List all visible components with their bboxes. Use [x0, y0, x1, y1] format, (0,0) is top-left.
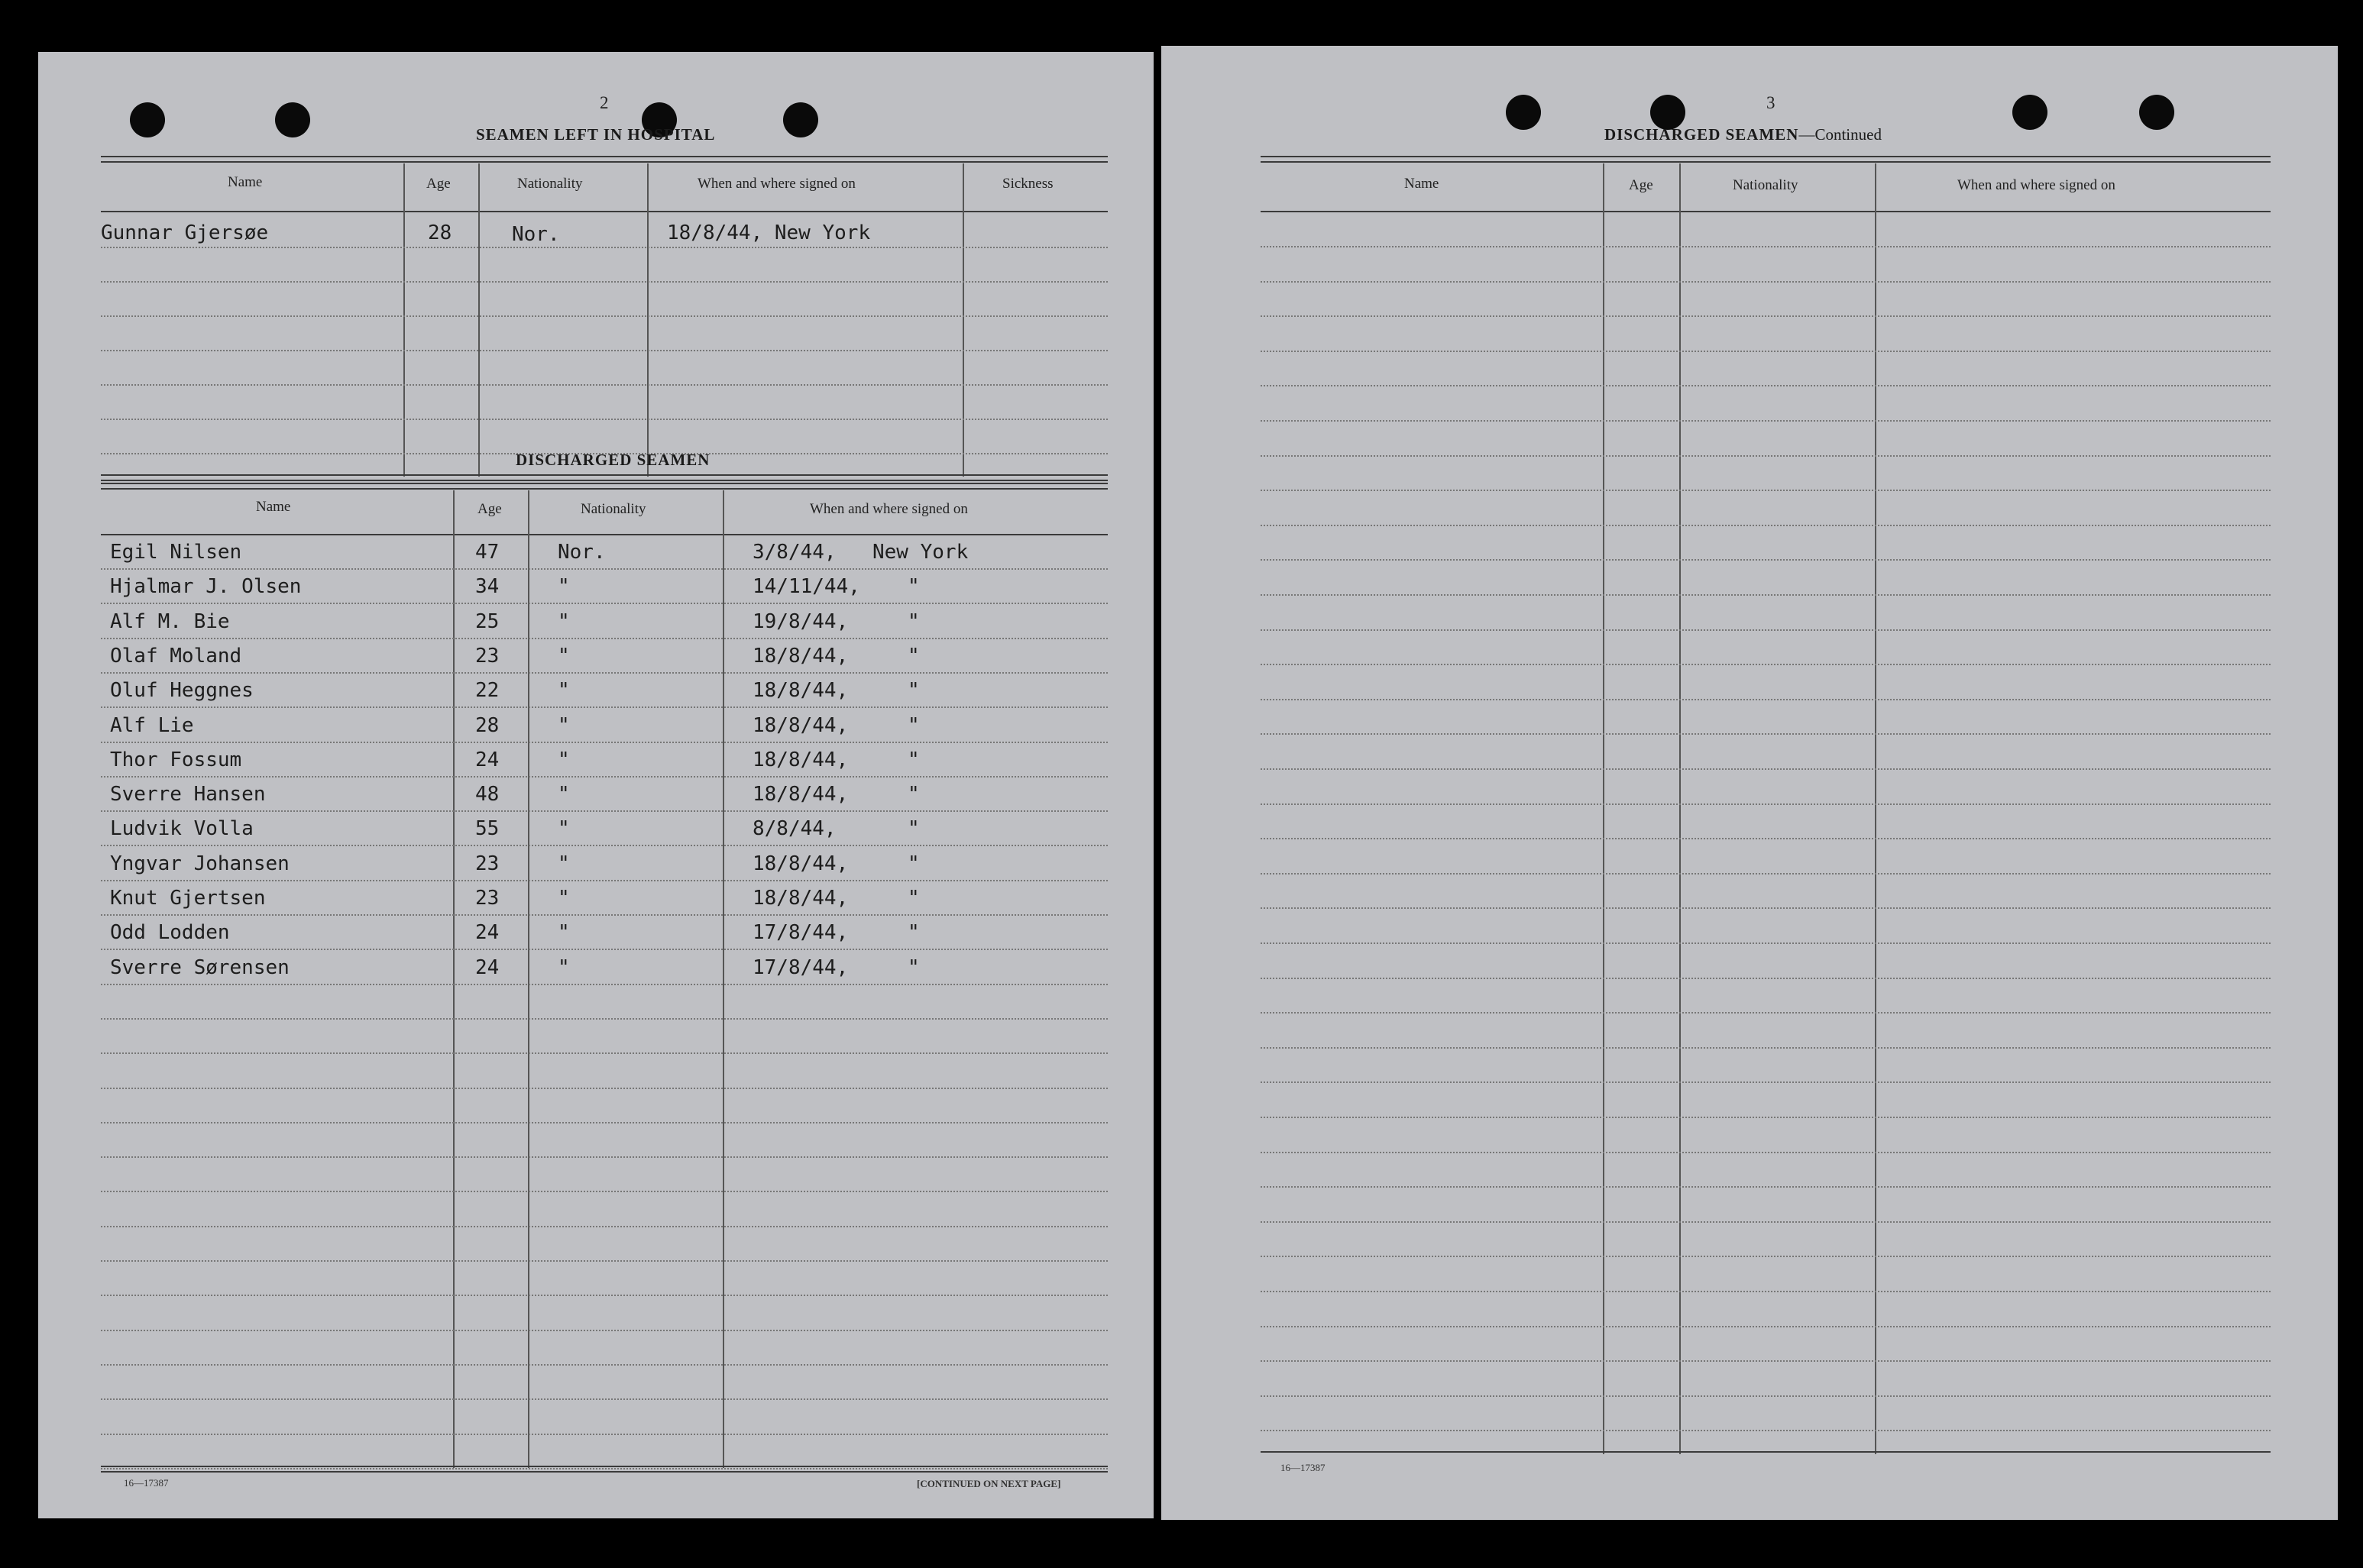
right-top-rule — [1261, 156, 2271, 157]
right-page — [1161, 46, 2338, 1520]
discharged-row-line — [101, 845, 1108, 846]
hospital-row-name: Gunnar Gjersøe — [101, 221, 269, 244]
discharged-col-name-header: Name — [256, 499, 291, 515]
left-page — [38, 52, 1154, 1518]
right-col-name-header: Name — [1404, 176, 1439, 192]
right-top-rule — [1261, 161, 2271, 163]
discharged-row-name: Hjalmar J. Olsen — [110, 575, 302, 599]
right-row-line — [1261, 246, 2271, 247]
discharged-row-signed-on: 18/8/44, — [753, 713, 849, 737]
title-suffix: —Continued — [1798, 125, 1882, 144]
right-row-line — [1261, 1117, 2271, 1118]
discharged-row-name: Sverre Sørensen — [110, 955, 290, 979]
discharged-row-line — [101, 1468, 1108, 1469]
hospital-row-line — [101, 350, 1108, 351]
discharged-row-line — [101, 1330, 1108, 1331]
discharged-row-line — [101, 1260, 1108, 1262]
right-row-line — [1261, 351, 2271, 352]
right-row-line — [1261, 803, 2271, 805]
discharged-row-place: " — [908, 817, 920, 841]
right-bottom-rule — [1261, 1451, 2271, 1453]
right-row-line — [1261, 873, 2271, 875]
discharged-row-line — [101, 1052, 1108, 1054]
punch-hole — [2012, 95, 2047, 130]
right-row-line — [1261, 420, 2271, 422]
hospital-row-line — [101, 281, 1108, 283]
hospital-row-age: 28 — [428, 221, 452, 244]
discharged-row-nationality: " — [558, 713, 570, 737]
right-row-line — [1261, 838, 2271, 839]
discharged-row-age: 23 — [475, 852, 500, 875]
hospital-top-rule — [101, 156, 1108, 157]
discharged-row-age: 34 — [475, 575, 500, 599]
discharged-row-line — [101, 914, 1108, 916]
punch-hole — [130, 102, 165, 137]
discharged-row-age: 23 — [475, 644, 500, 668]
discharged-row-name: Alf M. Bie — [110, 609, 230, 633]
hospital-col-sickness-header: Sickness — [1002, 176, 1054, 192]
right-row-line — [1261, 768, 2271, 770]
discharged-row-line — [101, 1226, 1108, 1227]
discharged-col-nationality-header: Nationality — [581, 501, 646, 517]
discharged-row-line — [101, 603, 1108, 604]
discharged-row-signed-on: 18/8/44, — [753, 748, 849, 771]
discharged-row-signed-on: 18/8/44, — [753, 679, 849, 703]
discharged-row-signed-on: 18/8/44, — [753, 644, 849, 668]
right-row-line — [1261, 1326, 2271, 1327]
right-row-line — [1261, 559, 2271, 561]
hospital-header-rule — [101, 211, 1108, 212]
discharged-row-age: 55 — [475, 817, 500, 841]
discharged-row-line — [101, 742, 1108, 743]
discharged-row-name: Oluf Heggnes — [110, 679, 254, 703]
right-row-line — [1261, 525, 2271, 526]
right-row-line — [1261, 1221, 2271, 1223]
discharged-header-rule — [101, 534, 1108, 535]
discharged-row-age: 48 — [475, 783, 500, 807]
discharged-row-signed-on: 18/8/44, — [753, 783, 849, 807]
discharged-row-line — [101, 1122, 1108, 1123]
discharged-row-nationality: " — [558, 783, 570, 807]
hospital-row-line — [101, 419, 1108, 420]
form-number: 16—17387 — [124, 1477, 169, 1489]
right-row-line — [1261, 1186, 2271, 1188]
discharged-row-place: New York — [872, 541, 969, 564]
hospital-col-divider — [647, 163, 649, 477]
right-row-line — [1261, 455, 2271, 457]
hospital-col-name-header: Name — [228, 174, 263, 190]
right-col-divider — [1875, 163, 1876, 1454]
discharged-row-place: " — [908, 921, 920, 945]
discharged-row-nationality: " — [558, 644, 570, 668]
discharged-section-title: DISCHARGED SEAMEN — [516, 451, 711, 469]
discharged-col-signed-header: When and where signed on — [810, 501, 968, 517]
discharged-row-nationality: " — [558, 921, 570, 945]
page-number: 3 — [1766, 93, 1775, 112]
discharged-top-rule — [101, 488, 1108, 490]
discharged-bottom-rule — [101, 1466, 1108, 1467]
punch-hole — [275, 102, 310, 137]
discharged-row-name: Knut Gjertsen — [110, 887, 266, 910]
discharged-row-name: Alf Lie — [110, 713, 194, 737]
discharged-row-nationality: " — [558, 575, 570, 599]
discharged-row-nationality: Nor. — [558, 541, 606, 564]
right-row-line — [1261, 1360, 2271, 1362]
hospital-col-age-header: Age — [426, 176, 451, 192]
right-row-line — [1261, 1081, 2271, 1083]
discharged-row-place: " — [908, 713, 920, 737]
hospital-col-divider — [478, 163, 480, 477]
right-row-line — [1261, 907, 2271, 909]
hospital-bottom-rule — [101, 480, 1108, 481]
discharged-row-age: 24 — [475, 748, 500, 771]
discharged-row-line — [101, 1088, 1108, 1089]
hospital-bottom-rule — [101, 474, 1108, 476]
right-row-line — [1261, 699, 2271, 700]
discharged-row-age: 22 — [475, 679, 500, 703]
discharged-row-line — [101, 984, 1108, 985]
discharged-row-place: " — [908, 887, 920, 910]
discharged-row-signed-on: 17/8/44, — [753, 955, 849, 979]
punch-hole — [1506, 95, 1541, 130]
discharged-row-signed-on: 18/8/44, — [753, 887, 849, 910]
discharged-row-nationality: " — [558, 955, 570, 979]
right-row-line — [1261, 315, 2271, 317]
discharged-row-name: Yngvar Johansen — [110, 852, 290, 875]
hospital-row-line — [101, 384, 1108, 386]
discharged-row-age: 28 — [475, 713, 500, 737]
discharged-row-signed-on: 3/8/44, — [753, 541, 837, 564]
discharged-row-age: 23 — [475, 887, 500, 910]
right-row-line — [1261, 1430, 2271, 1431]
discharged-row-line — [101, 776, 1108, 778]
discharged-row-line — [101, 1191, 1108, 1192]
discharged-row-line — [101, 638, 1108, 639]
discharged-row-line — [101, 568, 1108, 570]
hospital-section-title: SEAMEN LEFT IN HOSPITAL — [476, 125, 716, 144]
form-number: 16—17387 — [1280, 1462, 1326, 1473]
discharged-row-place: " — [908, 644, 920, 668]
discharged-row-name: Egil Nilsen — [110, 541, 242, 564]
right-col-divider — [1603, 163, 1604, 1454]
discharged-row-name: Sverre Hansen — [110, 783, 266, 807]
right-row-line — [1261, 1152, 2271, 1153]
discharged-row-place: " — [908, 955, 920, 979]
title-text: DISCHARGED SEAMEN — [1604, 125, 1799, 144]
discharged-row-signed-on: 17/8/44, — [753, 921, 849, 945]
discharged-row-line — [101, 1295, 1108, 1296]
discharged-row-name: Ludvik Volla — [110, 817, 254, 841]
right-row-line — [1261, 629, 2271, 631]
right-col-age-header: Age — [1629, 177, 1653, 193]
hospital-row-signed-on: 18/8/44, New York — [667, 221, 871, 244]
discharged-row-nationality: " — [558, 679, 570, 703]
hospital-row-line — [101, 315, 1108, 317]
page-number: 2 — [600, 93, 609, 112]
right-col-signed-header: When and where signed on — [1957, 177, 2115, 193]
discharged-row-name: Olaf Moland — [110, 644, 242, 668]
discharged-row-place: " — [908, 609, 920, 633]
punch-hole — [783, 102, 818, 137]
hospital-top-rule — [101, 161, 1108, 163]
discharged-row-nationality: " — [558, 817, 570, 841]
hospital-col-signed-header: When and where signed on — [698, 176, 856, 192]
hospital-row-nationality: Nor. — [512, 223, 560, 246]
hospital-col-nationality-header: Nationality — [517, 176, 583, 192]
discharged-row-signed-on: 14/11/44, — [753, 575, 860, 599]
right-row-line — [1261, 1256, 2271, 1257]
discharged-row-name: Thor Fossum — [110, 748, 242, 771]
discharged-row-line — [101, 1364, 1108, 1366]
right-row-line — [1261, 1395, 2271, 1397]
discharged-row-name: Odd Lodden — [110, 921, 230, 945]
right-row-line — [1261, 1047, 2271, 1049]
discharged-row-line — [101, 1156, 1108, 1158]
discharged-row-place: " — [908, 679, 920, 703]
discharged-row-place: " — [908, 575, 920, 599]
discharged-row-place: " — [908, 852, 920, 875]
discharged-row-nationality: " — [558, 887, 570, 910]
discharged-row-place: " — [908, 783, 920, 807]
discharged-row-line — [101, 1018, 1108, 1020]
discharged-row-place: " — [908, 748, 920, 771]
discharged-col-age-header: Age — [477, 501, 502, 517]
discharged-row-line — [101, 706, 1108, 708]
hospital-col-divider — [963, 163, 964, 477]
right-row-line — [1261, 733, 2271, 735]
discharged-row-line — [101, 1398, 1108, 1400]
right-row-line — [1261, 664, 2271, 665]
discharged-row-line — [101, 880, 1108, 881]
discharged-row-age: 47 — [475, 541, 500, 564]
right-col-nationality-header: Nationality — [1733, 177, 1798, 193]
right-row-line — [1261, 942, 2271, 944]
discharged-row-signed-on: 8/8/44, — [753, 817, 837, 841]
discharged-top-rule — [101, 483, 1108, 484]
right-header-rule — [1261, 211, 2271, 212]
discharged-row-line — [101, 1434, 1108, 1435]
right-row-line — [1261, 1291, 2271, 1292]
hospital-col-divider — [403, 163, 405, 477]
right-col-divider — [1679, 163, 1681, 1454]
right-row-line — [1261, 490, 2271, 491]
discharged-row-age: 25 — [475, 609, 500, 633]
discharged-row-nationality: " — [558, 852, 570, 875]
right-row-line — [1261, 385, 2271, 386]
discharged-row-line — [101, 810, 1108, 812]
discharged-row-line — [101, 672, 1108, 674]
punch-hole — [2139, 95, 2174, 130]
discharged-bottom-rule — [101, 1471, 1108, 1473]
discharged-row-line — [101, 949, 1108, 950]
discharged-row-signed-on: 18/8/44, — [753, 852, 849, 875]
discharged-continued-title — [1604, 125, 1882, 144]
discharged-row-age: 24 — [475, 921, 500, 945]
discharged-row-nationality: " — [558, 748, 570, 771]
discharged-row-signed-on: 19/8/44, — [753, 609, 849, 633]
right-row-line — [1261, 281, 2271, 283]
discharged-row-nationality: " — [558, 609, 570, 633]
continued-note: [CONTINUED ON NEXT PAGE] — [917, 1478, 1061, 1489]
right-row-line — [1261, 1012, 2271, 1014]
hospital-row-line — [101, 247, 1108, 248]
right-row-line — [1261, 978, 2271, 979]
right-row-line — [1261, 594, 2271, 596]
discharged-row-age: 24 — [475, 955, 500, 979]
